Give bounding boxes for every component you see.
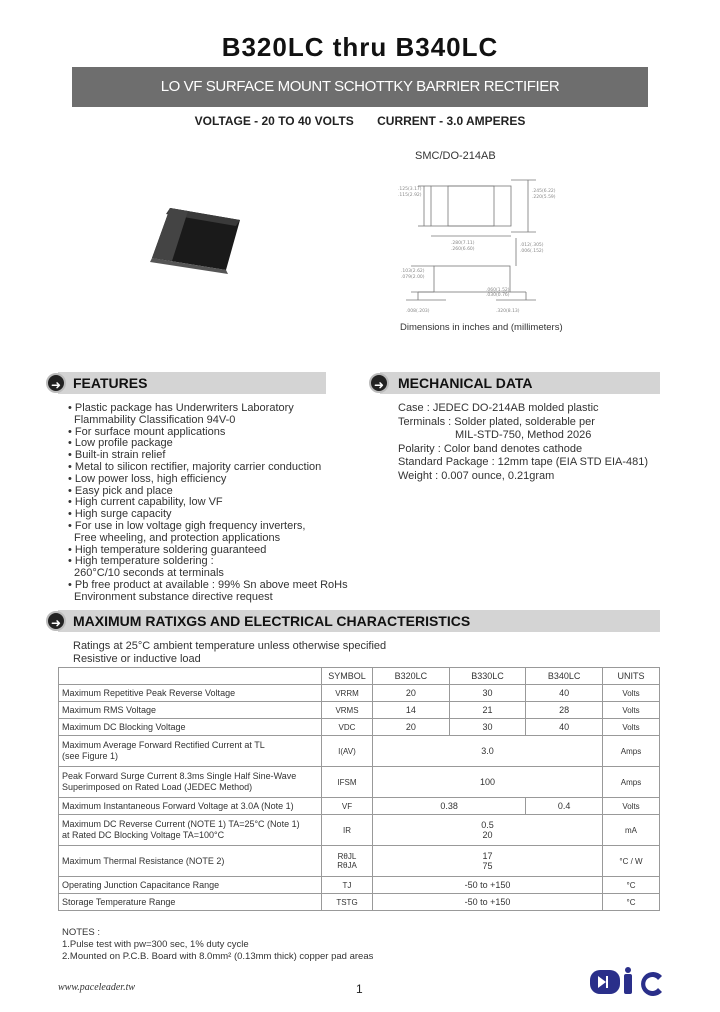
table-cell: TSTG xyxy=(322,894,373,911)
table-cell: 30 xyxy=(449,685,526,702)
table-header: SYMBOL xyxy=(322,668,373,685)
table-cell: IFSM xyxy=(322,767,373,798)
arrow-right-icon: ➜ xyxy=(46,611,66,631)
list-item: Environment substance directive request xyxy=(74,590,273,603)
list-item: • Pb free product at available : 99% Sn above meet RoHs xyxy=(68,578,348,591)
table-cell: Amps xyxy=(603,736,660,767)
list-item: • Built-in strain relief xyxy=(68,449,166,462)
characteristics-table xyxy=(58,667,660,911)
dimensions-caption: Dimensions in inches and (millimeters) xyxy=(400,322,563,333)
table-cell: Maximum Repetitive Peak Reverse Voltage xyxy=(59,685,322,702)
list-item: Flammability Classification 94V-0 xyxy=(74,413,236,426)
document-title: B320LC thru B340LC xyxy=(221,32,499,62)
list-item: MIL-STD-750, Method 2026 xyxy=(455,429,592,441)
product-subtitle-banner: LO VF SURFACE MOUNT SCHOTTKY BARRIER RECTIFIER xyxy=(72,67,648,107)
svg-text:.125(3.17): .125(3.17) xyxy=(398,187,422,192)
table-cell: Maximum DC Blocking Voltage xyxy=(59,719,322,736)
table-cell-line: 17 xyxy=(482,851,493,861)
table-cell xyxy=(59,815,322,846)
table-row xyxy=(59,798,660,815)
component-photo xyxy=(140,200,250,280)
table-cell: 3.0 xyxy=(373,736,603,767)
arrow-right-icon: ➜ xyxy=(46,373,66,393)
ratings-note xyxy=(73,640,386,666)
table-header: B340LC xyxy=(526,668,603,685)
pic-logo xyxy=(588,966,666,998)
table-cell: Volts xyxy=(603,685,660,702)
table-cell: Volts xyxy=(603,719,660,736)
table-cell-line: 0.5 xyxy=(481,820,494,830)
table-cell xyxy=(59,736,322,767)
list-item: Terminals : Solder plated, solderable per xyxy=(398,415,595,428)
table-cell: Volts xyxy=(603,798,660,815)
table-row xyxy=(59,736,660,767)
list-item: Standard Package : 12mm tape (EIA STD EIA-481) xyxy=(398,456,649,468)
list-item: • High current capability, low VF xyxy=(68,496,223,509)
table-header: UNITS xyxy=(603,668,660,685)
page-number: 1 xyxy=(356,982,363,996)
table-cell-line: Maximum Average Forward Rectified Current at TL xyxy=(62,740,265,750)
package-label: SMC/DO-214AB xyxy=(415,150,496,162)
table-cell-line: Superimposed on Rated Load (JEDEC Method) xyxy=(62,782,253,792)
table-cell: 28 xyxy=(526,702,603,719)
table-row xyxy=(59,767,660,798)
ratings-note-line: Ratings at 25°C ambient temperature unless otherwise specified xyxy=(73,640,387,652)
svg-text:.079(2.00): .079(2.00) xyxy=(401,275,425,280)
note-item: 1.Pulse test with pw=300 sec, 1% duty cycle xyxy=(62,939,249,950)
table-cell: VDC xyxy=(322,719,373,736)
table-cell-line: Maximum DC Reverse Current (NOTE 1) TA=25°C (Note 1) xyxy=(62,819,300,829)
table-cell: mA xyxy=(603,815,660,846)
list-item: 260°C/10 seconds at terminals xyxy=(74,567,224,580)
ratings-title: MAXIMUM RATIXGS AND ELECTRICAL CHARACTERISTICS xyxy=(73,613,471,629)
table-cell: VF xyxy=(322,798,373,815)
notes xyxy=(62,927,373,963)
svg-text:.280(7.11): .280(7.11) xyxy=(451,241,475,246)
mechanical-list xyxy=(398,402,648,483)
table-cell xyxy=(322,846,373,877)
table-cell: Operating Junction Capacitance Range xyxy=(59,877,322,894)
list-item: • Metal to silicon rectifier, majority carrier conduction xyxy=(68,460,322,473)
table-cell-line: 75 xyxy=(482,861,493,871)
list-item: • Easy pick and place xyxy=(68,484,173,497)
note-item: 2.Mounted on P.C.B. Board with 8.0mm² (0.13mm thick) copper pad areas xyxy=(62,951,374,962)
table-cell: 20 xyxy=(373,685,450,702)
table-cell: Maximum RMS Voltage xyxy=(59,702,322,719)
table-cell-line: RθJA xyxy=(337,861,357,870)
table-cell xyxy=(373,846,603,877)
table-cell: 0.4 xyxy=(526,798,603,815)
list-item: • Low profile package xyxy=(68,437,173,450)
table-row xyxy=(59,846,660,877)
table-row xyxy=(59,815,660,846)
table-row xyxy=(59,685,660,702)
svg-text:.115(2.92): .115(2.92) xyxy=(398,193,422,198)
table-header: B330LC xyxy=(449,668,526,685)
table-cell: -50 to +150 xyxy=(373,877,603,894)
list-item: Polarity : Color band denotes cathode xyxy=(398,442,583,455)
svg-text:.008(.203): .008(.203) xyxy=(406,309,430,314)
notes-title: NOTES : xyxy=(62,927,101,938)
table-cell: VRRM xyxy=(322,685,373,702)
svg-text:.260(6.60): .260(6.60) xyxy=(451,247,475,252)
table-row xyxy=(59,702,660,719)
table-cell: 21 xyxy=(449,702,526,719)
table-row xyxy=(59,894,660,911)
svg-text:.103(2.62): .103(2.62) xyxy=(401,269,425,274)
list-item: Free wheeling, and protection applications xyxy=(74,531,281,544)
svg-text:.060(1.52): .060(1.52) xyxy=(486,288,510,293)
table-cell: Amps xyxy=(603,767,660,798)
table-cell: IR xyxy=(322,815,373,846)
table-cell-line: 20 xyxy=(482,830,493,840)
list-item: • Low power loss, high efficiency xyxy=(68,472,227,485)
arrow-right-icon: ➜ xyxy=(369,373,389,393)
table-cell: 100 xyxy=(373,767,603,798)
table-cell: Volts xyxy=(603,702,660,719)
table-header xyxy=(59,668,322,685)
table-cell: 40 xyxy=(526,719,603,736)
mechanical-title: MECHANICAL DATA xyxy=(398,375,533,391)
svg-text:.006(.152): .006(.152) xyxy=(520,249,544,254)
table-row xyxy=(59,719,660,736)
table-cell: VRMS xyxy=(322,702,373,719)
svg-text:.220(5.59): .220(5.59) xyxy=(532,195,556,200)
list-item: • For use in low voltage gigh frequency inverters, xyxy=(68,519,306,532)
list-item: • Plastic package has Underwriters Laboratory xyxy=(68,402,294,414)
footer-url: www.paceleader.tw xyxy=(58,982,136,993)
table-cell: -50 to +150 xyxy=(373,894,603,911)
table-cell: I(AV) xyxy=(322,736,373,767)
svg-text:.245(6.22): .245(6.22) xyxy=(532,189,556,194)
features-title: FEATURES xyxy=(73,375,148,391)
table-cell: °C / W xyxy=(603,846,660,877)
features-list xyxy=(68,403,348,604)
table-cell: 30 xyxy=(449,719,526,736)
list-item: • High temperature soldering guaranteed xyxy=(68,543,267,556)
svg-text:.320(8.13): .320(8.13) xyxy=(496,309,520,314)
table-row xyxy=(59,877,660,894)
table-cell: Maximum Thermal Resistance (NOTE 2) xyxy=(59,846,322,877)
list-item: • High temperature soldering : xyxy=(68,555,214,568)
table-cell-line: at Rated DC Blocking Voltage TA=100°C xyxy=(62,830,225,840)
table-cell: °C xyxy=(603,877,660,894)
spec-line xyxy=(0,114,720,128)
ratings-note-line: Resistive or inductive load xyxy=(73,653,201,665)
table-cell: TJ xyxy=(322,877,373,894)
table-header: B320LC xyxy=(373,668,450,685)
list-item: • For surface mount applications xyxy=(68,425,226,438)
table-cell xyxy=(59,767,322,798)
package-dimension-drawing xyxy=(396,166,566,318)
table-cell-line: RθJL xyxy=(337,852,357,861)
table-cell: Maximum Instantaneous Forward Voltage at 3.0A (Note 1) xyxy=(59,798,322,815)
list-item: • High surge capacity xyxy=(68,508,172,521)
list-item: Weight : 0.007 ounce, 0.21gram xyxy=(398,469,555,482)
table-cell-line: Peak Forward Surge Current 8.3ms Single Half Sine-Wave xyxy=(62,771,297,781)
current-spec: CURRENT - 3.0 AMPERES xyxy=(377,114,526,128)
table-cell: Storage Temperature Range xyxy=(59,894,322,911)
table-header-row xyxy=(59,668,660,685)
svg-text:.012(.305): .012(.305) xyxy=(520,243,544,248)
voltage-spec: VOLTAGE - 20 TO 40 VOLTS xyxy=(194,114,354,128)
list-item: Case : JEDEC DO-214AB molded plastic xyxy=(398,402,599,414)
table-cell: 20 xyxy=(373,719,450,736)
table-cell: 0.38 xyxy=(373,798,526,815)
table-cell xyxy=(373,815,603,846)
table-cell: 14 xyxy=(373,702,450,719)
table-cell-line: (see Figure 1) xyxy=(62,751,119,761)
table-cell: °C xyxy=(603,894,660,911)
svg-text:.030(0.76): .030(0.76) xyxy=(486,293,510,298)
table-cell: 40 xyxy=(526,685,603,702)
